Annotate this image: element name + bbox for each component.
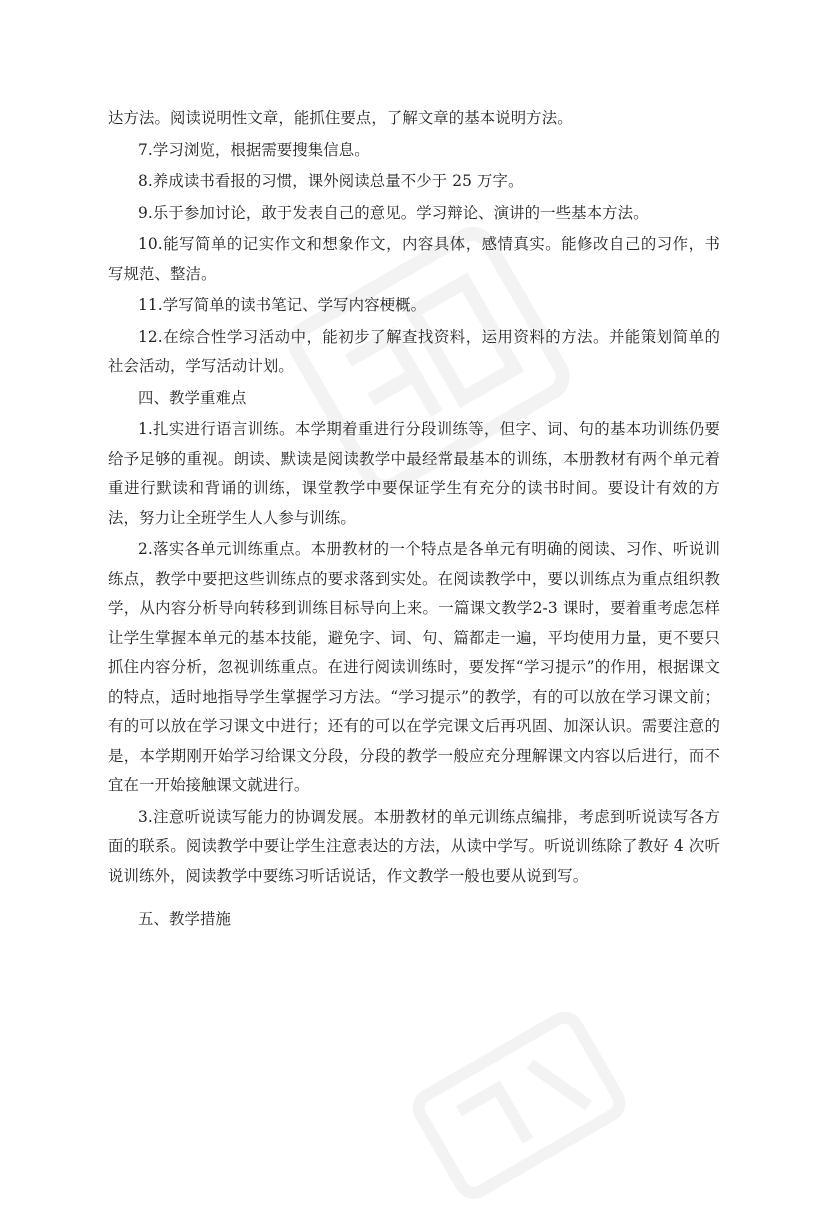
watermark-graphic-bottom bbox=[400, 999, 638, 1212]
paragraph-item-7: 7.学习浏览，根据需要搜集信息。 bbox=[138, 140, 370, 159]
paragraph-item-12: 12.在综合性学习活动中，能初步了解查找资料，运用资料的方法。并能策划简单的社会活动，学写活动计划。 bbox=[108, 327, 720, 375]
document-page bbox=[108, 104, 720, 935]
paragraph-point-3: 3.注意听说读写能力的协调发展。本册教材的单元训练点编排，考虑到听说读写各方面的联系。阅读教学中要让学生注意表达的方法，从读中学写。听说训练除了教好 4 次听说训练外，阅读教学中要练习听话说话，作文教学一般也要从说到写。 bbox=[108, 807, 720, 885]
paragraph-item-9: 9.乐于参加讨论，敢于发表自己的意见。学习辩论、演讲的一些基本方法。 bbox=[138, 203, 649, 222]
section-heading-5: 五、教学措施 bbox=[138, 910, 231, 928]
section-heading-4: 四、教学重难点 bbox=[138, 388, 247, 407]
paragraph-item-8: 8.养成读书看报的习惯，课外阅读总量不少于 25 万字。 bbox=[138, 172, 524, 190]
paragraph-point-1: 1.扎实进行语言训练。本学期着重进行分段训练等，但字、词、句的基本功训练仍要给予足够的重视。朗读、默读是阅读教学中最经常最基本的训练，本册教材有两个单元着重进行默读和背诵的训练，课堂教学中要保证学生有充分的读书时间。要设计有效的方法，努力让全班学生人人参与训练。 bbox=[108, 420, 720, 527]
paragraph-item-11: 11.学写简单的读书笔记、学写内容梗概。 bbox=[138, 296, 427, 314]
watermark-frame-bottom bbox=[414, 1013, 625, 1198]
paragraph-item-10: 10.能写简单的记实作文和想象作文，内容具体，感情真实。能修改自己的习作，书写规范、整洁。 bbox=[108, 235, 720, 283]
paragraph-point-2: 2.落实各单元训练重点。本册教材的一个特点是各单元有明确的阅读、习作、听说训练点，教学中要把这些训练点的要求落到实处。在阅读教学中，要以训练点为重点组织教学，从内容分析导向转移到训练目标导向上来。一篇课文教学2-3 课时，要着重考虑怎样让学生掌握本单元的基本技能，避免字、词、句、篇都走一遍，平均使用力量，更不要只抓住内容分析，忽视训练重点。在进行阅读训练时，要发挥“学习提示”的作用，根据课文的特点，适时地指导学生掌握学习方法。“学习提示”的教学，有的可以放在学习课文前；有的可以放在学习课文中进行；还有的可以在学完课文后再巩固、加深认识。需要注意的是，本学期刚开始学习给课文分段，分段的教学一般应充分理解课文内容以后进行，而不宜在一开始接触课文就进行。 bbox=[108, 540, 720, 794]
watermark-stroke-bottom bbox=[456, 1049, 588, 1163]
watermark-logo-bottom bbox=[400, 999, 640, 1215]
paragraph-continuation: 达方法。阅读说明性文章，能抓住要点，了解文章的基本说明方法。 bbox=[108, 109, 573, 127]
